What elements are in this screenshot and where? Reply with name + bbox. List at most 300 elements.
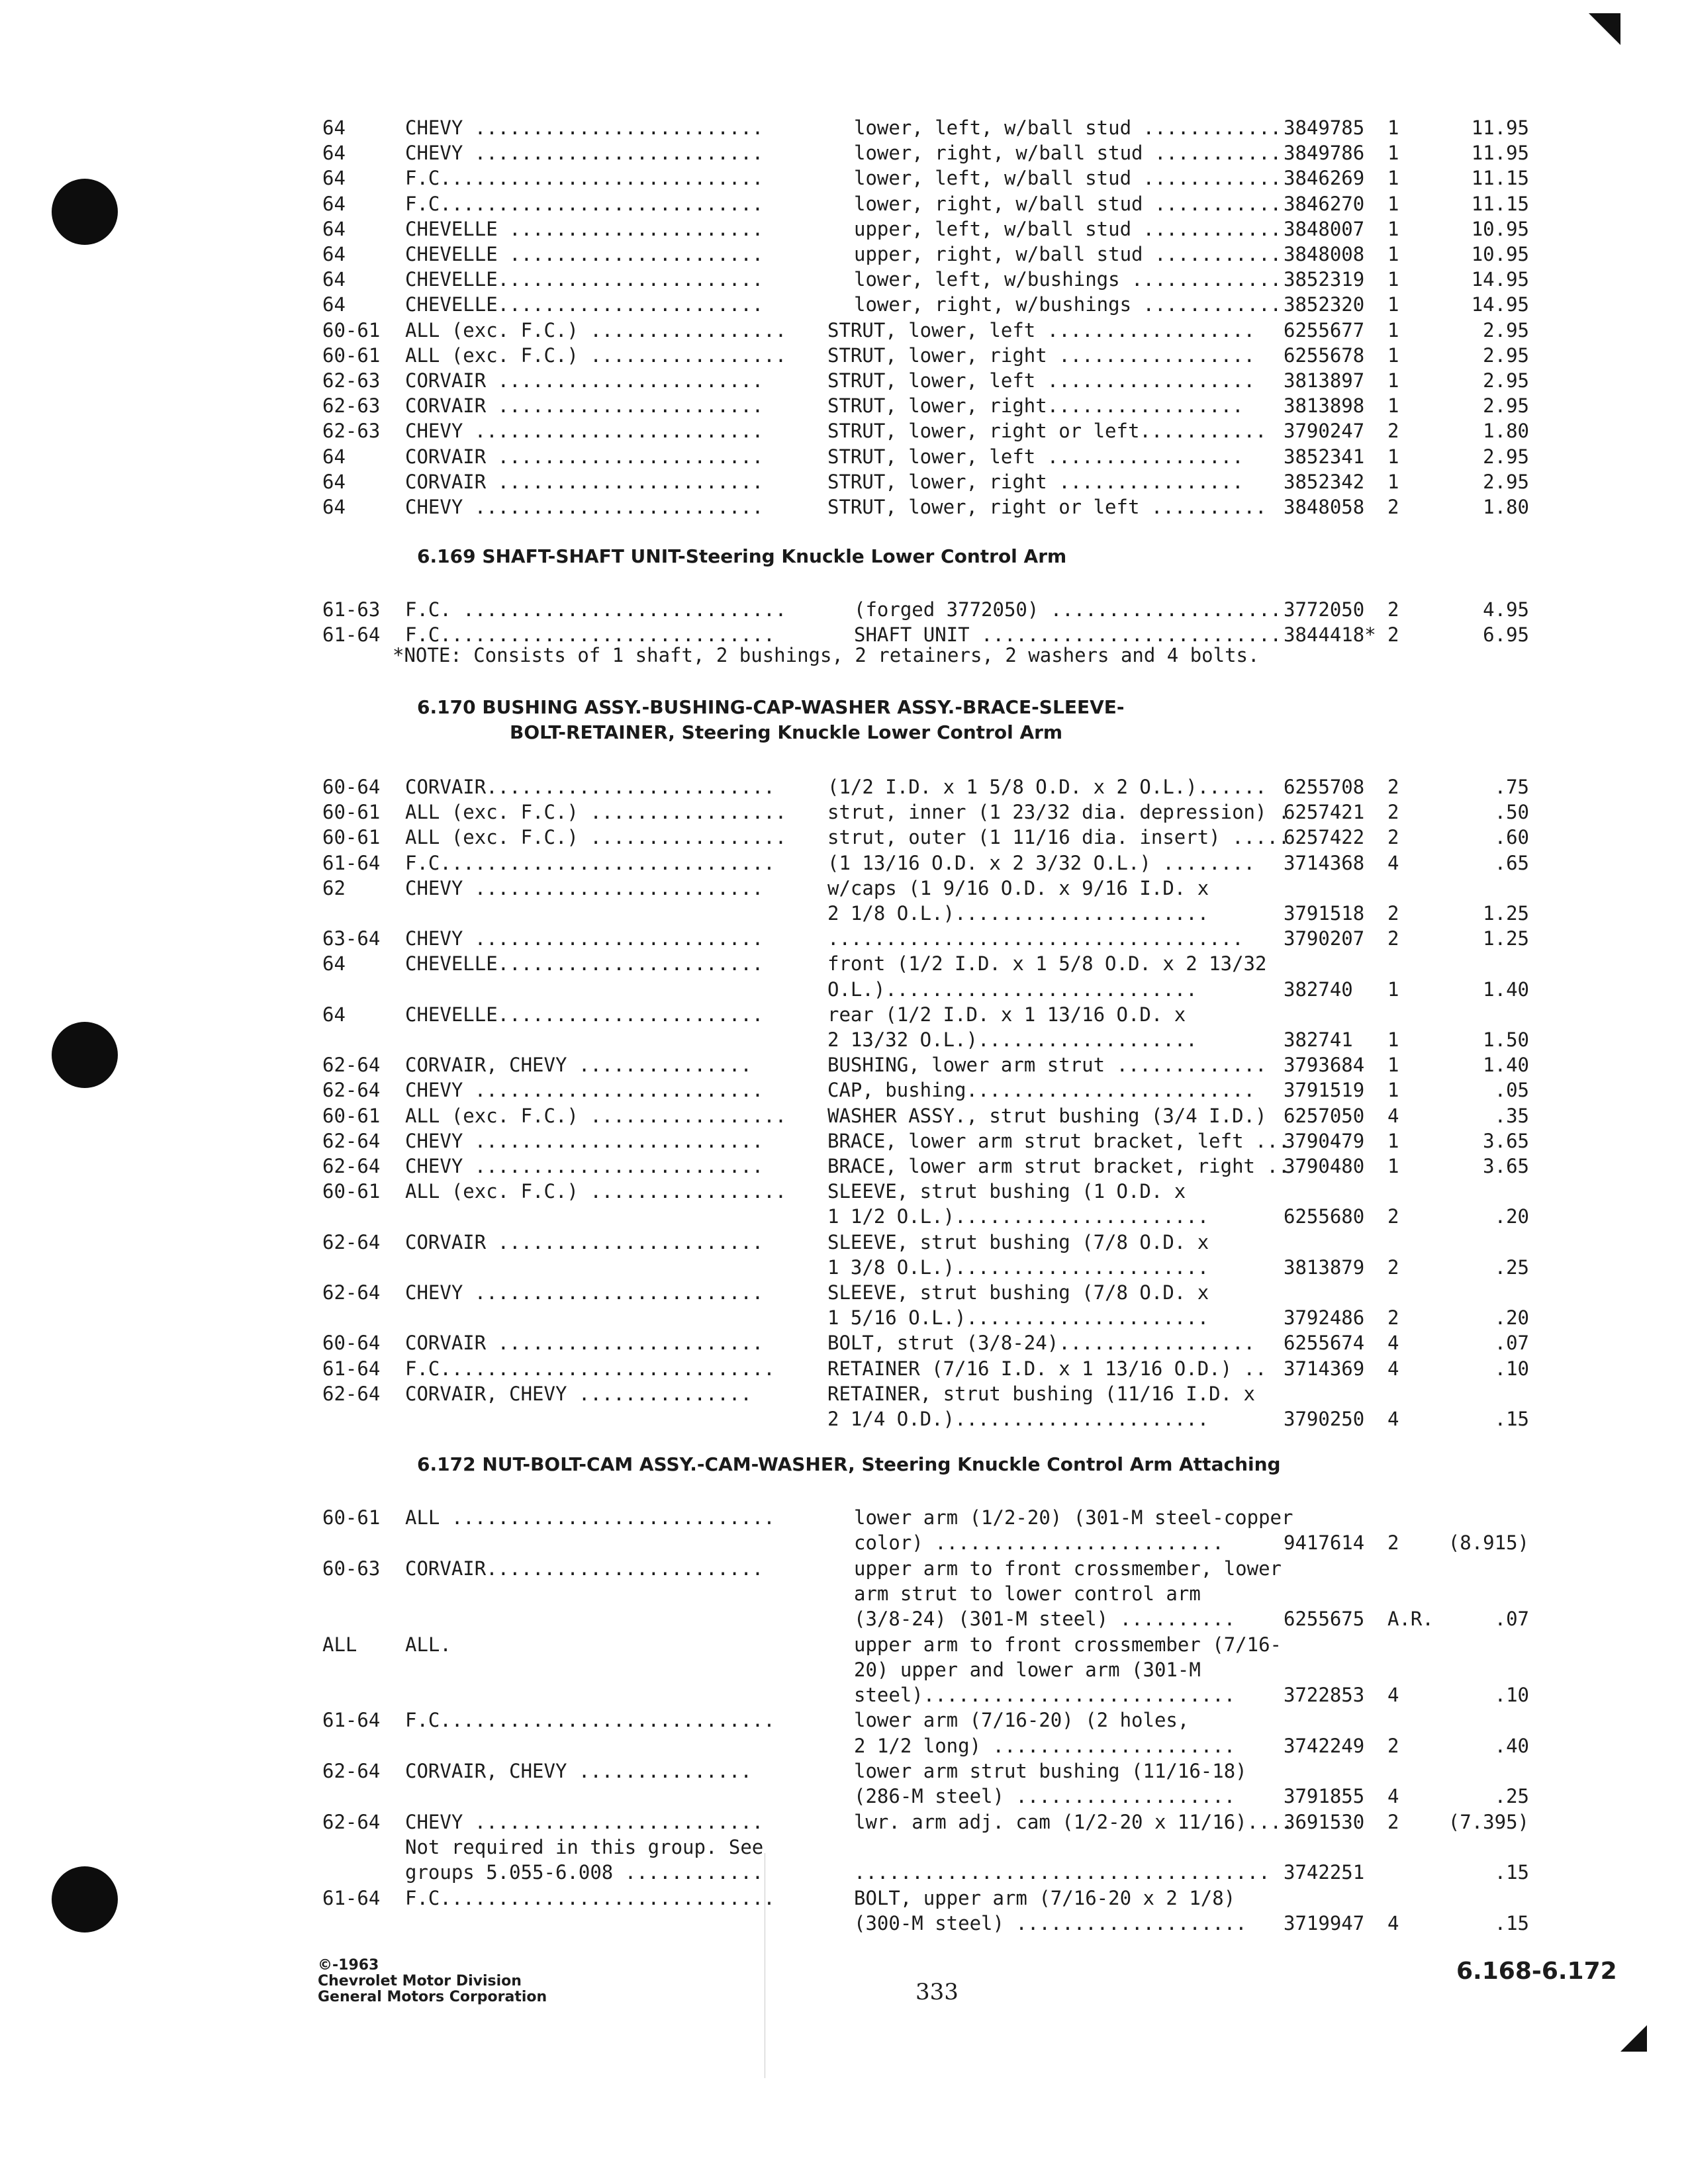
price-cell: .25 xyxy=(1494,1255,1529,1279)
price-cell: 10.95 xyxy=(1471,217,1529,240)
part-number-cell: 3791518 xyxy=(1284,902,1365,925)
part-number-cell: 3813898 xyxy=(1284,394,1365,418)
model-cell: CHEVY ......................... xyxy=(405,1079,764,1102)
quantity-cell: 2 xyxy=(1387,1810,1399,1833)
part-number-cell: 3791519 xyxy=(1284,1079,1365,1102)
copyright-block xyxy=(318,1958,547,2005)
punch-hole-middle xyxy=(52,1022,118,1088)
price-cell: 11.95 xyxy=(1471,142,1529,165)
description-cell: BRACE, lower arm strut bracket, right .. xyxy=(827,1155,1290,1177)
description-cell: 2 1/8 O.L.)...................... xyxy=(827,902,1209,925)
quantity-cell: 1 xyxy=(1387,1079,1399,1102)
year-cell: 63-64 xyxy=(322,927,381,950)
model-cell: CORVAIR......................... xyxy=(405,776,775,798)
description-cell: lower, left, w/ball stud ............ xyxy=(854,167,1282,190)
description-cell: STRUT, lower, left .................. xyxy=(827,369,1256,392)
year-cell: 64 xyxy=(322,952,346,976)
quantity-cell: 1 xyxy=(1387,142,1399,165)
description-cell: STRUT, lower, right or left .......... xyxy=(827,496,1267,518)
part-number-cell: 6255674 xyxy=(1284,1332,1365,1355)
price-cell: .50 xyxy=(1494,801,1529,824)
price-cell: 1.25 xyxy=(1483,927,1529,950)
part-number-cell: 3791855 xyxy=(1284,1785,1365,1808)
price-cell: 1.40 xyxy=(1483,1054,1529,1077)
part-number-cell: 3846270 xyxy=(1284,192,1365,215)
year-cell: 60-61 xyxy=(322,826,381,849)
description-cell: O.L.)........................... xyxy=(827,978,1197,1001)
quantity-cell: 2 xyxy=(1387,826,1399,849)
quantity-cell: 2 xyxy=(1387,1205,1399,1228)
quantity-cell: 2 xyxy=(1387,801,1399,824)
part-number-cell: 3813879 xyxy=(1284,1255,1365,1279)
year-cell: 60-61 xyxy=(322,801,381,824)
year-cell: 62-64 xyxy=(322,1054,381,1077)
year-cell: 60-64 xyxy=(322,1332,381,1355)
model-cell: CHEVY ......................... xyxy=(405,1281,764,1304)
part-number-cell: 3742249 xyxy=(1284,1734,1365,1757)
part-number-cell: 3714368 xyxy=(1284,851,1365,874)
part-number-cell: 3846269 xyxy=(1284,167,1365,190)
description-cell: arm strut to lower control arm xyxy=(854,1582,1201,1605)
description-cell: BOLT, strut (3/8-24)................. xyxy=(827,1332,1256,1355)
price-cell: .40 xyxy=(1494,1734,1529,1757)
model-cell: CHEVELLE....................... xyxy=(405,268,764,291)
description-cell: upper, right, w/ball stud ........... xyxy=(854,243,1282,265)
model-cell: F.C. ............................ xyxy=(405,598,787,621)
model-cell: CORVAIR ....................... xyxy=(405,1230,764,1253)
punch-hole-bottom xyxy=(52,1866,118,1933)
part-number-cell: 9417614 xyxy=(1284,1531,1365,1555)
model-cell: CHEVY ......................... xyxy=(405,1129,764,1152)
description-cell: BUSHING, lower arm strut ............. xyxy=(827,1054,1267,1077)
description-cell: 1 1/2 O.L.)...................... xyxy=(827,1205,1209,1228)
description-cell: strut, outer (1 11/16 dia. insert) ..... xyxy=(827,826,1290,849)
quantity-cell: 2 xyxy=(1387,1255,1399,1279)
description-cell: 2 1/2 long) ..................... xyxy=(854,1734,1236,1757)
model-cell: ALL (exc. F.C.) ................. xyxy=(405,1104,787,1127)
section-range: 6.168-6.172 xyxy=(1456,1958,1617,1985)
price-cell: 2.95 xyxy=(1483,343,1529,367)
punch-hole-top xyxy=(52,179,118,245)
model-cell: ALL (exc. F.C.) ................. xyxy=(405,826,787,849)
description-cell: .................................... xyxy=(827,927,1244,950)
quantity-cell: 1 xyxy=(1387,369,1399,392)
price-cell: 4.95 xyxy=(1483,598,1529,621)
description-cell: rear (1/2 I.D. x 1 13/16 O.D. x xyxy=(827,1003,1186,1026)
description-cell: RETAINER, strut bushing (11/16 I.D. x xyxy=(827,1382,1256,1405)
part-number-cell: 3793684 xyxy=(1284,1054,1365,1077)
price-cell: 2.95 xyxy=(1483,369,1529,392)
year-cell: 61-64 xyxy=(322,623,381,646)
description-cell: (3/8-24) (301-M steel) .......... xyxy=(854,1608,1236,1631)
year-cell: 60-61 xyxy=(322,1506,381,1529)
price-cell: .75 xyxy=(1494,776,1529,798)
model-cell: CHEVELLE ...................... xyxy=(405,217,764,240)
year-cell: 61-64 xyxy=(322,851,381,874)
description-cell: lower arm (1/2-20) (301-M steel-copper xyxy=(854,1506,1293,1529)
quantity-cell: 1 xyxy=(1387,192,1399,215)
price-cell: .10 xyxy=(1494,1684,1529,1707)
part-number-cell: 3852320 xyxy=(1284,293,1365,316)
price-cell: 11.95 xyxy=(1471,116,1529,139)
part-number-cell: 382740 xyxy=(1284,978,1353,1001)
model-cell: ALL. xyxy=(405,1633,451,1656)
quantity-cell: 4 xyxy=(1387,1785,1399,1808)
year-cell: ALL xyxy=(322,1633,357,1656)
model-cell: F.C............................. xyxy=(405,623,775,646)
price-cell: .60 xyxy=(1494,826,1529,849)
quantity-cell: 2 xyxy=(1387,1306,1399,1330)
model-cell: CHEVELLE....................... xyxy=(405,952,764,976)
description-cell: lower, right, w/ball stud ........... xyxy=(854,142,1282,165)
year-cell: 61-64 xyxy=(322,1886,381,1909)
section-heading: 6.169 SHAFT-SHAFT UNIT-Steering Knuckle Lower Control Arm xyxy=(417,545,1067,567)
price-cell: 11.15 xyxy=(1471,192,1529,215)
description-cell: (286-M steel) ................... xyxy=(854,1785,1236,1808)
price-cell: 2.95 xyxy=(1483,445,1529,468)
quantity-cell: 2 xyxy=(1387,496,1399,518)
year-cell: 62-64 xyxy=(322,1760,381,1782)
model-cell: F.C............................ xyxy=(405,192,764,215)
quantity-cell: 4 xyxy=(1387,1332,1399,1355)
price-cell: .05 xyxy=(1494,1079,1529,1102)
model-cell: CHEVELLE ...................... xyxy=(405,243,764,265)
model-cell: CHEVY ......................... xyxy=(405,1155,764,1177)
part-number-cell: 3790207 xyxy=(1284,927,1365,950)
part-number-cell: 3790480 xyxy=(1284,1155,1365,1177)
price-cell: .07 xyxy=(1494,1332,1529,1355)
description-cell: front (1/2 I.D. x 1 5/8 O.D. x 2 13/32 xyxy=(827,952,1267,976)
price-cell: (8.915) xyxy=(1448,1531,1529,1555)
price-cell: .15 xyxy=(1494,1911,1529,1934)
quantity-cell: 4 xyxy=(1387,1408,1399,1430)
model-cell: F.C............................. xyxy=(405,1357,775,1380)
model-cell: CORVAIR ....................... xyxy=(405,470,764,493)
quantity-cell: A.R. xyxy=(1387,1608,1434,1631)
description-cell: STRUT, lower, right ................. xyxy=(827,343,1256,367)
price-cell: 1.40 xyxy=(1483,978,1529,1001)
part-number-cell: 3722853 xyxy=(1284,1684,1365,1707)
quantity-cell: 1 xyxy=(1387,394,1399,418)
quantity-cell: 2 xyxy=(1387,1531,1399,1555)
description-cell: 1 3/8 O.L.)...................... xyxy=(827,1255,1209,1279)
part-number-cell: 3691530 xyxy=(1284,1810,1365,1833)
model-cell: F.C............................. xyxy=(405,1886,775,1909)
quantity-cell: 2 xyxy=(1387,927,1399,950)
year-cell: 62-64 xyxy=(322,1155,381,1177)
price-cell: 2.95 xyxy=(1483,318,1529,341)
quantity-cell: 2 xyxy=(1387,1734,1399,1757)
quantity-cell: 1 xyxy=(1387,293,1399,316)
price-cell: 2.95 xyxy=(1483,394,1529,418)
copyright-line: ©-1963 xyxy=(318,1957,379,1974)
part-number-cell: 3848007 xyxy=(1284,217,1365,240)
quantity-cell: 1 xyxy=(1387,978,1399,1001)
quantity-cell: 2 xyxy=(1387,776,1399,798)
part-number-cell: 3790479 xyxy=(1284,1129,1365,1152)
price-cell: (7.395) xyxy=(1448,1810,1529,1833)
part-number-cell: 3844418* xyxy=(1284,623,1376,646)
part-number-cell: 6257050 xyxy=(1284,1104,1365,1127)
model-cell: F.C............................ xyxy=(405,167,764,190)
price-cell: .15 xyxy=(1494,1408,1529,1430)
description-cell: STRUT, lower, right ................ xyxy=(827,470,1244,493)
price-cell: 1.80 xyxy=(1483,496,1529,518)
price-cell: 1.50 xyxy=(1483,1028,1529,1051)
description-cell: lower arm (7/16-20) (2 holes, xyxy=(854,1709,1190,1732)
part-number-cell: 6255708 xyxy=(1284,776,1365,798)
model-cell: CHEVY ......................... xyxy=(405,876,764,899)
quantity-cell: 1 xyxy=(1387,470,1399,493)
part-number-cell: 3852342 xyxy=(1284,470,1365,493)
quantity-cell: 1 xyxy=(1387,1028,1399,1051)
price-cell: 3.65 xyxy=(1483,1129,1529,1152)
part-number-cell: 3790247 xyxy=(1284,420,1365,443)
part-number-cell: 6257421 xyxy=(1284,801,1365,824)
year-cell: 62-64 xyxy=(322,1230,381,1253)
year-cell: 64 xyxy=(322,470,346,493)
description-cell: STRUT, lower, left ................. xyxy=(827,445,1244,468)
model-cell: Not required in this group. See xyxy=(405,1835,764,1858)
quantity-cell: 1 xyxy=(1387,116,1399,139)
model-cell: CORVAIR, CHEVY ............... xyxy=(405,1054,752,1077)
model-cell: CHEVELLE....................... xyxy=(405,1003,764,1026)
description-cell: 1 5/16 O.L.)..................... xyxy=(827,1306,1209,1330)
description-cell: 2 1/4 O.D.)...................... xyxy=(827,1408,1209,1430)
quantity-cell: 4 xyxy=(1387,1911,1399,1934)
price-cell: 10.95 xyxy=(1471,243,1529,265)
year-cell: 61-64 xyxy=(322,1709,381,1732)
description-cell: .................................... xyxy=(854,1861,1270,1884)
part-number-cell: 3790250 xyxy=(1284,1408,1365,1430)
model-cell: CHEVELLE....................... xyxy=(405,293,764,316)
year-cell: 60-61 xyxy=(322,343,381,367)
part-number-cell: 3719947 xyxy=(1284,1911,1365,1934)
model-cell: CORVAIR ....................... xyxy=(405,394,764,418)
model-cell: CHEVY ......................... xyxy=(405,420,764,443)
description-cell: (300-M steel) .................... xyxy=(854,1911,1247,1934)
year-cell: 64 xyxy=(322,167,346,190)
model-cell: CORVAIR ....................... xyxy=(405,1332,764,1355)
quantity-cell: 1 xyxy=(1387,343,1399,367)
year-cell: 64 xyxy=(322,217,346,240)
year-cell: 60-61 xyxy=(322,1180,381,1203)
quantity-cell: 4 xyxy=(1387,851,1399,874)
price-cell: 14.95 xyxy=(1471,293,1529,316)
part-number-cell: 3813897 xyxy=(1284,369,1365,392)
price-cell: 11.15 xyxy=(1471,167,1529,190)
quantity-cell: 1 xyxy=(1387,1129,1399,1152)
year-cell: 62-64 xyxy=(322,1382,381,1405)
price-cell: 14.95 xyxy=(1471,268,1529,291)
section-heading: 6.170 BUSHING ASSY.-BUSHING-CAP-WASHER ASSY.-BRACE-SLEEVE- xyxy=(417,696,1125,718)
year-cell: 64 xyxy=(322,192,346,215)
quantity-cell: 4 xyxy=(1387,1357,1399,1380)
description-cell: BRACE, lower arm strut bracket, left ... xyxy=(827,1129,1290,1152)
description-cell: WASHER ASSY., strut bushing (3/4 I.D.) xyxy=(827,1104,1267,1127)
part-number-cell: 6255677 xyxy=(1284,318,1365,341)
part-number-cell: 3714369 xyxy=(1284,1357,1365,1380)
year-cell: 60-63 xyxy=(322,1557,381,1580)
model-cell: F.C............................. xyxy=(405,851,775,874)
description-cell: SHAFT UNIT .......................... xyxy=(854,623,1282,646)
part-number-cell: 382741 xyxy=(1284,1028,1353,1051)
price-cell: .25 xyxy=(1494,1785,1529,1808)
quantity-cell: 4 xyxy=(1387,1684,1399,1707)
description-cell: upper arm to front crossmember, lower xyxy=(854,1557,1282,1580)
model-cell: CHEVY ......................... xyxy=(405,927,764,950)
year-cell: 64 xyxy=(322,116,346,139)
description-cell: strut, inner (1 23/32 dia. depression) . xyxy=(827,801,1290,824)
description-cell: color) ......................... xyxy=(854,1531,1224,1555)
year-cell: 62-64 xyxy=(322,1281,381,1304)
model-cell: CHEVY ......................... xyxy=(405,116,764,139)
year-cell: 61-64 xyxy=(322,1357,381,1380)
part-number-cell: 6255675 xyxy=(1284,1608,1365,1631)
model-cell: groups 5.055-6.008 ............ xyxy=(405,1861,764,1884)
model-cell: ALL (exc. F.C.) ................. xyxy=(405,801,787,824)
part-number-cell: 3852341 xyxy=(1284,445,1365,468)
year-cell: 64 xyxy=(322,496,346,518)
description-cell: RETAINER (7/16 I.D. x 1 13/16 O.D.) .. xyxy=(827,1357,1267,1380)
part-number-cell: 3792486 xyxy=(1284,1306,1365,1330)
quantity-cell: 2 xyxy=(1387,598,1399,621)
part-number-cell: 3849785 xyxy=(1284,116,1365,139)
description-cell: lower, left, w/bushings ............. xyxy=(854,268,1282,291)
description-cell: (1/2 I.D. x 1 5/8 O.D. x 2 O.L.)...... xyxy=(827,776,1267,798)
price-cell: .07 xyxy=(1494,1608,1529,1631)
copyright-line: Chevrolet Motor Division xyxy=(318,1973,522,1989)
year-cell: 64 xyxy=(322,142,346,165)
part-number-cell: 3848058 xyxy=(1284,496,1365,518)
year-cell: 62-64 xyxy=(322,1129,381,1152)
model-cell: CHEVY ......................... xyxy=(405,142,764,165)
model-cell: ALL (exc. F.C.) ................. xyxy=(405,318,787,341)
price-cell: 1.25 xyxy=(1483,902,1529,925)
quantity-cell: 1 xyxy=(1387,167,1399,190)
price-cell: .35 xyxy=(1494,1104,1529,1127)
quantity-cell: 2 xyxy=(1387,902,1399,925)
year-cell: 64 xyxy=(322,268,346,291)
description-cell: BOLT, upper arm (7/16-20 x 2 1/8) xyxy=(854,1886,1236,1909)
description-cell: upper, left, w/ball stud ............ xyxy=(854,217,1282,240)
description-cell: lower, left, w/ball stud ............ xyxy=(854,116,1282,139)
quantity-cell: 1 xyxy=(1387,217,1399,240)
quantity-cell: 1 xyxy=(1387,1155,1399,1177)
model-cell: ALL ............................ xyxy=(405,1506,775,1529)
year-cell: 62 xyxy=(322,876,346,899)
year-cell: 64 xyxy=(322,445,346,468)
quantity-cell: 1 xyxy=(1387,318,1399,341)
description-cell: SLEEVE, strut bushing (7/8 O.D. x xyxy=(827,1230,1209,1253)
model-cell: CORVAIR, CHEVY ............... xyxy=(405,1382,752,1405)
description-cell: w/caps (1 9/16 O.D. x 9/16 I.D. x xyxy=(827,876,1209,899)
year-cell: 61-63 xyxy=(322,598,381,621)
quantity-cell: 1 xyxy=(1387,268,1399,291)
model-cell: F.C............................. xyxy=(405,1709,775,1732)
year-cell: 62-64 xyxy=(322,1079,381,1102)
description-cell: (1 13/16 O.D. x 2 3/32 O.L.) ........ xyxy=(827,851,1256,874)
model-cell: CHEVY ......................... xyxy=(405,1810,764,1833)
description-cell: (forged 3772050) .................... xyxy=(854,598,1282,621)
part-number-cell: 3848008 xyxy=(1284,243,1365,265)
price-cell: 1.80 xyxy=(1483,420,1529,443)
part-number-cell: 6255680 xyxy=(1284,1205,1365,1228)
model-cell: CHEVY ......................... xyxy=(405,496,764,518)
price-cell: 2.95 xyxy=(1483,470,1529,493)
corner-mark-bottom-right xyxy=(1620,2025,1647,2052)
price-cell: .20 xyxy=(1494,1306,1529,1330)
quantity-cell: 1 xyxy=(1387,1054,1399,1077)
quantity-cell: 4 xyxy=(1387,1104,1399,1127)
description-cell: lower, right, w/bushings ............ xyxy=(854,293,1282,316)
quantity-cell: 2 xyxy=(1387,420,1399,443)
quantity-cell: 2 xyxy=(1387,623,1399,646)
year-cell: 60-61 xyxy=(322,318,381,341)
part-number-cell: 3742251 xyxy=(1284,1861,1365,1884)
price-cell: .20 xyxy=(1494,1205,1529,1228)
model-cell: ALL (exc. F.C.) ................. xyxy=(405,1180,787,1203)
price-cell: .10 xyxy=(1494,1357,1529,1380)
description-cell: upper arm to front crossmember (7/16- xyxy=(854,1633,1282,1656)
footnote: *NOTE: Consists of 1 shaft, 2 bushings, 2 retainers, 2 washers and 4 bolts. xyxy=(393,644,1260,666)
section-heading-continued: BOLT-RETAINER, Steering Knuckle Lower Control Arm xyxy=(510,721,1063,743)
year-cell: 64 xyxy=(322,293,346,316)
year-cell: 62-63 xyxy=(322,394,381,418)
part-number-cell: 6255678 xyxy=(1284,343,1365,367)
price-cell: .15 xyxy=(1494,1861,1529,1884)
price-cell: .65 xyxy=(1494,851,1529,874)
corner-mark-top-right xyxy=(1589,13,1620,45)
year-cell: 60-64 xyxy=(322,776,381,798)
section-heading: 6.172 NUT-BOLT-CAM ASSY.-CAM-WASHER, Steering Knuckle Control Arm Attaching xyxy=(417,1453,1281,1475)
description-cell: SLEEVE, strut bushing (1 O.D. x xyxy=(827,1180,1186,1203)
quantity-cell: 1 xyxy=(1387,243,1399,265)
price-cell: 3.65 xyxy=(1483,1155,1529,1177)
model-cell: CORVAIR ....................... xyxy=(405,369,764,392)
description-cell: lwr. arm adj. cam (1/2-20 x 11/16).... xyxy=(854,1810,1293,1833)
copyright-line: General Motors Corporation xyxy=(318,1989,547,2005)
description-cell: steel)........................... xyxy=(854,1684,1236,1707)
year-cell: 64 xyxy=(322,1003,346,1026)
part-number-cell: 3852319 xyxy=(1284,268,1365,291)
quantity-cell: 1 xyxy=(1387,445,1399,468)
part-number-cell: 3772050 xyxy=(1284,598,1365,621)
description-cell: 2 13/32 O.L.)................... xyxy=(827,1028,1197,1051)
model-cell: CORVAIR........................ xyxy=(405,1557,764,1580)
description-cell: lower, right, w/ball stud ........... xyxy=(854,192,1282,215)
description-cell: lower arm strut bushing (11/16-18) xyxy=(854,1760,1247,1782)
price-cell: 6.95 xyxy=(1483,623,1529,646)
part-number-cell: 3849786 xyxy=(1284,142,1365,165)
year-cell: 62-63 xyxy=(322,369,381,392)
description-cell: CAP, bushing......................... xyxy=(827,1079,1256,1102)
description-cell: 20) upper and lower arm (301-M xyxy=(854,1658,1201,1681)
description-cell: SLEEVE, strut bushing (7/8 O.D. x xyxy=(827,1281,1209,1304)
year-cell: 64 xyxy=(322,243,346,265)
year-cell: 62-64 xyxy=(322,1810,381,1833)
part-number-cell: 6257422 xyxy=(1284,826,1365,849)
model-cell: CORVAIR, CHEVY ............... xyxy=(405,1760,752,1782)
year-cell: 60-61 xyxy=(322,1104,381,1127)
description-cell: STRUT, lower, right or left........... xyxy=(827,420,1267,443)
model-cell: CORVAIR ....................... xyxy=(405,445,764,468)
model-cell: ALL (exc. F.C.) ................. xyxy=(405,343,787,367)
year-cell: 62-63 xyxy=(322,420,381,443)
page-number: 333 xyxy=(915,1979,959,2005)
description-cell: STRUT, lower, left .................. xyxy=(827,318,1256,341)
description-cell: STRUT, lower, right................. xyxy=(827,394,1244,418)
